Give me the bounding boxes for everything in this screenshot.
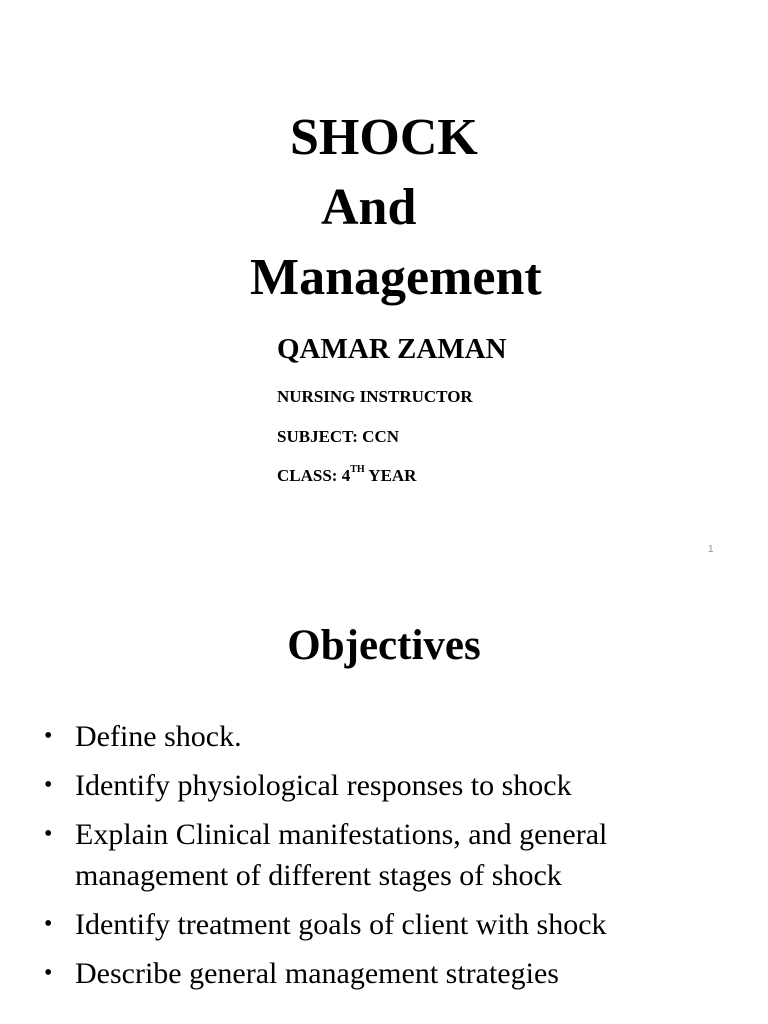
bullet-icon: • (44, 772, 53, 798)
list-item (44, 765, 704, 806)
class-prefix: CLASS: 4 (277, 466, 351, 485)
class-superscript: TH (350, 464, 365, 475)
bullet-icon: • (44, 960, 53, 986)
objectives-title: Objectives (287, 622, 481, 669)
bullet-icon: • (44, 723, 53, 749)
list-item (44, 904, 704, 945)
title-line-shock: SHOCK (290, 109, 478, 166)
class-suffix: YEAR (364, 466, 417, 485)
objective-text: Identify physiological responses to shock (75, 769, 572, 802)
list-item (44, 716, 704, 757)
objectives-list (44, 716, 704, 1002)
list-item (44, 953, 704, 994)
bullet-icon: • (44, 821, 53, 847)
class-line (277, 464, 417, 485)
objectives-slide (0, 580, 768, 1024)
title-line-and: And (321, 179, 417, 236)
objective-text: Define shock. (75, 720, 242, 753)
objective-text: Identify treatment goals of client with shock (75, 908, 607, 941)
title-line-management: Management (250, 249, 542, 306)
author-role: NURSING INSTRUCTOR (277, 387, 473, 406)
objective-text: Describe general management strategies (75, 957, 559, 990)
page-number: 1 (708, 544, 714, 555)
author-name: QAMAR ZAMAN (277, 333, 507, 365)
subject-line: SUBJECT: CCN (277, 427, 400, 446)
objective-text: Explain Clinical manifestations, and general management of different stages of shock (75, 818, 608, 892)
bullet-icon: • (44, 911, 53, 937)
list-item (44, 814, 704, 896)
